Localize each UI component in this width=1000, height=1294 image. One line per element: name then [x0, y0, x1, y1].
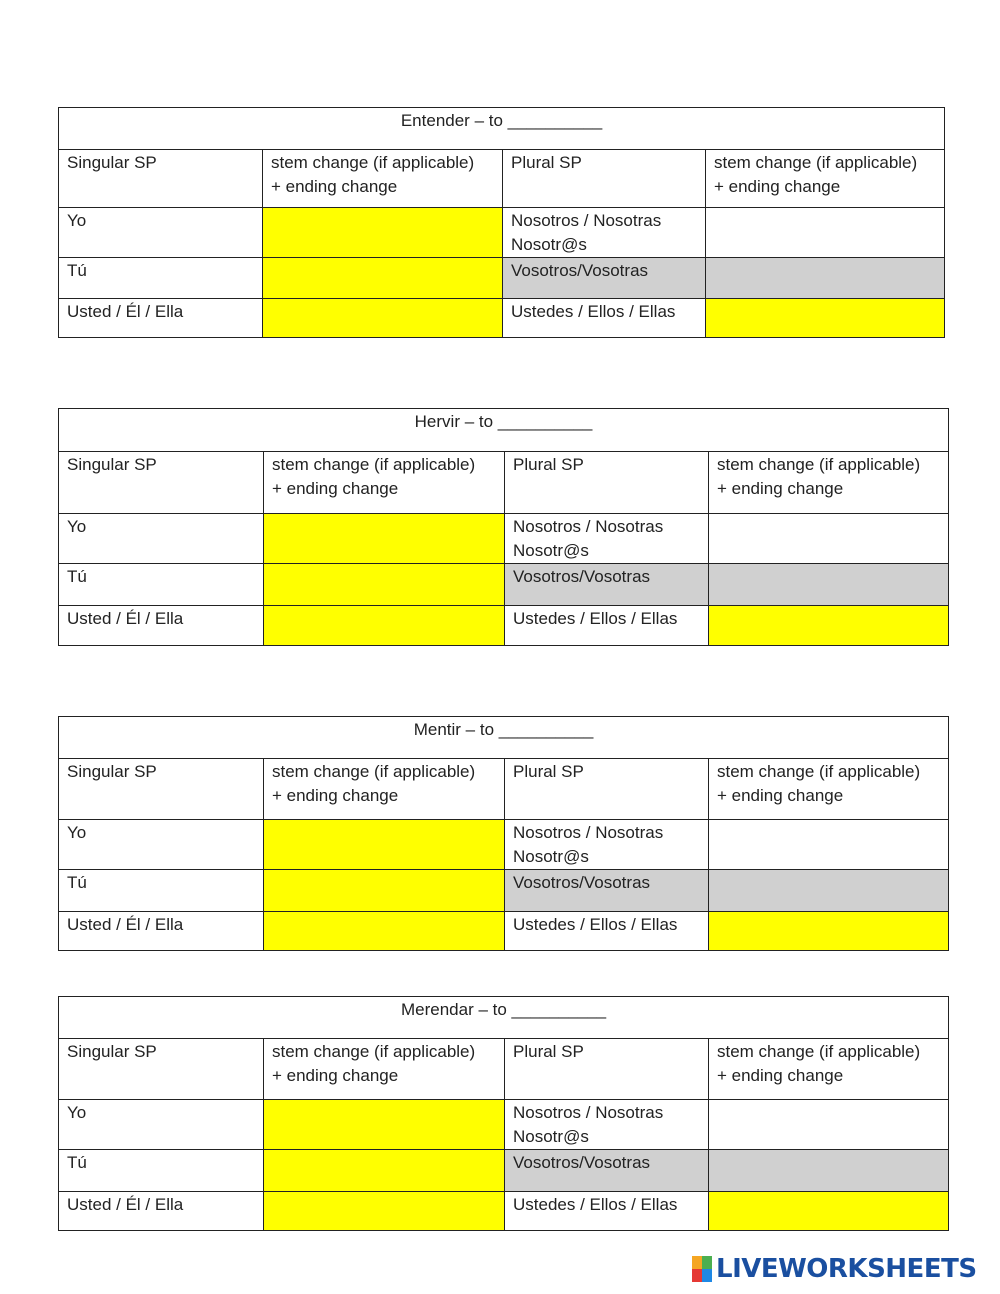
ustedes-label: Ustedes / Ellos / Ellas	[505, 1192, 709, 1231]
yo-answer-field[interactable]	[264, 514, 505, 564]
nosotros-label: Nosotros / Nosotras Nosotr@s	[505, 514, 709, 564]
table-title: Merendar – to __________	[59, 997, 949, 1039]
nosotros-answer-cell	[709, 820, 949, 870]
usted-answer-field[interactable]	[263, 299, 503, 338]
usted-label: Usted / Él / Ella	[59, 912, 264, 951]
yo-label: Yo	[59, 820, 264, 870]
usted-answer-field[interactable]	[264, 606, 505, 646]
tu-answer-field[interactable]	[264, 1150, 505, 1192]
nosotros-answer-cell	[709, 514, 949, 564]
vosotros-label: Vosotros/Vosotras	[503, 258, 706, 299]
singular-change-header: stem change (if applicable) + ending change	[263, 150, 503, 208]
ustedes-answer-field[interactable]	[706, 299, 945, 338]
singular-header: Singular SP	[59, 1039, 264, 1100]
tu-answer-field[interactable]	[264, 564, 505, 606]
plural-change-header: stem change (if applicable) + ending change	[709, 1039, 949, 1100]
tu-label: Tú	[59, 870, 264, 912]
nosotros-answer-cell	[706, 208, 945, 258]
vosotros-answer-cell	[709, 870, 949, 912]
usted-answer-field[interactable]	[264, 912, 505, 951]
liveworksheets-brand	[692, 1252, 977, 1286]
singular-header: Singular SP	[59, 452, 264, 514]
vosotros-answer-cell	[709, 1150, 949, 1192]
usted-answer-field[interactable]	[264, 1192, 505, 1231]
logo-square	[692, 1269, 702, 1282]
vosotros-label: Vosotros/Vosotras	[505, 870, 709, 912]
tu-label: Tú	[59, 564, 264, 606]
logo-square	[702, 1269, 712, 1282]
vosotros-answer-cell	[709, 564, 949, 606]
nosotros-label: Nosotros / Nosotras Nosotr@s	[505, 820, 709, 870]
singular-change-header: stem change (if applicable) + ending change	[264, 1039, 505, 1100]
vosotros-label: Vosotros/Vosotras	[505, 564, 709, 606]
singular-change-header: stem change (if applicable) + ending change	[264, 452, 505, 514]
tu-label: Tú	[59, 1150, 264, 1192]
ustedes-answer-field[interactable]	[709, 912, 949, 951]
verb-table-mentir	[58, 716, 949, 951]
singular-change-header: stem change (if applicable) + ending change	[264, 759, 505, 820]
ustedes-label: Ustedes / Ellos / Ellas	[505, 606, 709, 646]
ustedes-label: Ustedes / Ellos / Ellas	[505, 912, 709, 951]
plural-change-header: stem change (if applicable) + ending change	[709, 452, 949, 514]
ustedes-answer-field[interactable]	[709, 1192, 949, 1231]
usted-label: Usted / Él / Ella	[59, 606, 264, 646]
ustedes-answer-field[interactable]	[709, 606, 949, 646]
vosotros-answer-cell	[706, 258, 945, 299]
plural-change-header: stem change (if applicable) + ending change	[709, 759, 949, 820]
usted-label: Usted / Él / Ella	[59, 299, 263, 338]
verb-table-merendar	[58, 996, 949, 1231]
singular-header: Singular SP	[59, 759, 264, 820]
tu-answer-field[interactable]	[264, 870, 505, 912]
logo-square	[702, 1256, 712, 1269]
yo-label: Yo	[59, 1100, 264, 1150]
verb-table-hervir	[58, 408, 949, 646]
plural-header: Plural SP	[505, 1039, 709, 1100]
yo-answer-field[interactable]	[264, 820, 505, 870]
nosotros-label: Nosotros / Nosotras Nosotr@s	[505, 1100, 709, 1150]
tu-label: Tú	[59, 258, 263, 299]
vosotros-label: Vosotros/Vosotras	[505, 1150, 709, 1192]
yo-answer-field[interactable]	[264, 1100, 505, 1150]
verb-table-entender	[58, 107, 945, 338]
ustedes-label: Ustedes / Ellos / Ellas	[503, 299, 706, 338]
liveworksheets-wordmark: LIVEWORKSHEETS	[716, 1254, 977, 1284]
plural-header: Plural SP	[503, 150, 706, 208]
logo-square	[692, 1256, 702, 1269]
plural-header: Plural SP	[505, 452, 709, 514]
plural-change-header: stem change (if applicable) + ending change	[706, 150, 945, 208]
table-title: Hervir – to __________	[59, 409, 949, 452]
usted-label: Usted / Él / Ella	[59, 1192, 264, 1231]
yo-label: Yo	[59, 514, 264, 564]
table-title: Entender – to __________	[59, 108, 945, 150]
nosotros-answer-cell	[709, 1100, 949, 1150]
table-title: Mentir – to __________	[59, 717, 949, 759]
yo-label: Yo	[59, 208, 263, 258]
tu-answer-field[interactable]	[263, 258, 503, 299]
nosotros-label: Nosotros / Nosotras Nosotr@s	[503, 208, 706, 258]
yo-answer-field[interactable]	[263, 208, 503, 258]
singular-header: Singular SP	[59, 150, 263, 208]
plural-header: Plural SP	[505, 759, 709, 820]
liveworksheets-logo-icon	[692, 1256, 712, 1282]
